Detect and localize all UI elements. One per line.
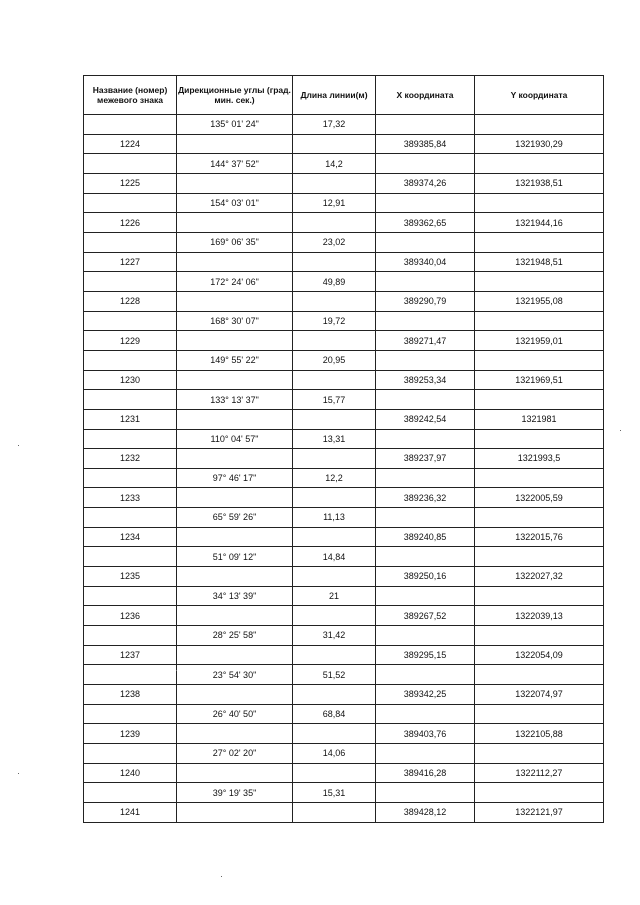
y-coordinate-cell [475, 311, 604, 331]
direction-angle-cell: 133° 13' 37" [177, 390, 293, 410]
y-coordinate-cell: 1322005,59 [475, 488, 604, 508]
scan-speck [18, 773, 19, 774]
x-coordinate-cell: 389385,84 [376, 134, 475, 154]
marker-name-cell: 1224 [84, 134, 177, 154]
direction-angle-cell [177, 370, 293, 390]
marker-name-cell: 1228 [84, 291, 177, 311]
direction-angle-cell: 26° 40' 50" [177, 704, 293, 724]
direction-angle-cell: 28° 25' 58" [177, 626, 293, 646]
y-coordinate-cell [475, 547, 604, 567]
direction-angle-cell: 51° 09' 12" [177, 547, 293, 567]
marker-name-cell: 1233 [84, 488, 177, 508]
table-row [84, 252, 604, 272]
direction-angle-cell: 23° 54' 30" [177, 665, 293, 685]
x-coordinate-cell: 389253,34 [376, 370, 475, 390]
x-coordinate-cell [376, 783, 475, 803]
x-coordinate-cell: 389295,15 [376, 645, 475, 665]
y-coordinate-cell: 1321930,29 [475, 134, 604, 154]
x-coordinate-cell [376, 508, 475, 528]
x-coordinate-cell [376, 586, 475, 606]
line-length-cell [293, 173, 376, 193]
y-coordinate-cell: 1321969,51 [475, 370, 604, 390]
y-coordinate-cell [475, 232, 604, 252]
line-length-cell [293, 606, 376, 626]
table-row [84, 744, 604, 764]
marker-name-cell [84, 508, 177, 528]
x-coordinate-cell [376, 390, 475, 410]
line-length-cell [293, 645, 376, 665]
marker-name-cell [84, 547, 177, 567]
scan-speck [18, 445, 19, 446]
x-coordinate-cell: 389267,52 [376, 606, 475, 626]
x-coordinate-cell [376, 547, 475, 567]
line-length-cell: 11,13 [293, 508, 376, 528]
table-row [84, 370, 604, 390]
line-length-cell: 15,31 [293, 783, 376, 803]
marker-name-cell [84, 626, 177, 646]
line-length-cell [293, 370, 376, 390]
x-coordinate-cell: 389242,54 [376, 409, 475, 429]
direction-angle-cell [177, 291, 293, 311]
direction-angle-cell [177, 606, 293, 626]
y-coordinate-cell: 1321981 [475, 409, 604, 429]
y-coordinate-cell: 1321948,51 [475, 252, 604, 272]
direction-angle-cell: 168° 30' 07" [177, 311, 293, 331]
line-length-cell [293, 567, 376, 587]
table-row [84, 488, 604, 508]
x-coordinate-cell: 389271,47 [376, 331, 475, 351]
direction-angle-cell: 149° 55' 22" [177, 350, 293, 370]
x-coordinate-cell [376, 193, 475, 213]
line-length-cell: 23,02 [293, 232, 376, 252]
line-length-cell: 51,52 [293, 665, 376, 685]
marker-name-cell: 1241 [84, 802, 177, 822]
marker-name-cell: 1236 [84, 606, 177, 626]
x-coordinate-cell: 389362,65 [376, 213, 475, 233]
y-coordinate-cell: 1321944,16 [475, 213, 604, 233]
table-row [84, 547, 604, 567]
direction-angle-cell [177, 409, 293, 429]
x-coordinate-cell [376, 704, 475, 724]
marker-name-cell [84, 783, 177, 803]
line-length-cell [293, 134, 376, 154]
table-row [84, 763, 604, 783]
direction-angle-cell [177, 567, 293, 587]
x-coordinate-cell: 389340,04 [376, 252, 475, 272]
x-coordinate-cell [376, 744, 475, 764]
table-row [84, 606, 604, 626]
marker-name-cell [84, 154, 177, 174]
x-coordinate-cell: 389250,16 [376, 567, 475, 587]
table-row [84, 567, 604, 587]
table-row [84, 291, 604, 311]
direction-angle-cell: 154° 03' 01" [177, 193, 293, 213]
y-coordinate-cell [475, 744, 604, 764]
x-coordinate-cell [376, 232, 475, 252]
direction-angle-cell: 169° 06' 35" [177, 232, 293, 252]
x-coordinate-cell [376, 154, 475, 174]
y-coordinate-cell [475, 783, 604, 803]
table-row [84, 527, 604, 547]
marker-name-cell: 1229 [84, 331, 177, 351]
y-coordinate-cell: 1322039,13 [475, 606, 604, 626]
table-row [84, 468, 604, 488]
marker-name-cell: 1226 [84, 213, 177, 233]
y-coordinate-cell: 1322074,97 [475, 685, 604, 705]
direction-angle-cell [177, 449, 293, 469]
x-coordinate-cell [376, 468, 475, 488]
table-header-row [84, 76, 604, 115]
direction-angle-cell [177, 252, 293, 272]
line-length-cell: 14,06 [293, 744, 376, 764]
y-coordinate-cell: 1322015,76 [475, 527, 604, 547]
header-y: Y координата [475, 76, 604, 115]
x-coordinate-cell [376, 350, 475, 370]
line-length-cell: 12,2 [293, 468, 376, 488]
marker-name-cell [84, 115, 177, 135]
y-coordinate-cell: 1322121,97 [475, 802, 604, 822]
x-coordinate-cell: 389428,12 [376, 802, 475, 822]
y-coordinate-cell: 1321959,01 [475, 331, 604, 351]
table-row [84, 626, 604, 646]
x-coordinate-cell: 389416,28 [376, 763, 475, 783]
y-coordinate-cell: 1322105,88 [475, 724, 604, 744]
marker-name-cell [84, 272, 177, 292]
scan-speck [221, 876, 222, 877]
table-row [84, 802, 604, 822]
table-row [84, 586, 604, 606]
x-coordinate-cell [376, 115, 475, 135]
table-row [84, 193, 604, 213]
marker-name-cell: 1231 [84, 409, 177, 429]
direction-angle-cell: 135° 01' 24" [177, 115, 293, 135]
header-x: X координата [376, 76, 475, 115]
table-row [84, 154, 604, 174]
marker-name-cell [84, 311, 177, 331]
table-row [84, 409, 604, 429]
line-length-cell: 14,84 [293, 547, 376, 567]
marker-name-cell: 1230 [84, 370, 177, 390]
line-length-cell: 13,31 [293, 429, 376, 449]
line-length-cell [293, 488, 376, 508]
marker-name-cell: 1237 [84, 645, 177, 665]
line-length-cell [293, 802, 376, 822]
line-length-cell: 21 [293, 586, 376, 606]
line-length-cell: 14,2 [293, 154, 376, 174]
direction-angle-cell [177, 213, 293, 233]
table-body [84, 115, 604, 823]
x-coordinate-cell [376, 665, 475, 685]
line-length-cell [293, 724, 376, 744]
marker-name-cell [84, 586, 177, 606]
direction-angle-cell [177, 802, 293, 822]
table-row [84, 645, 604, 665]
y-coordinate-cell [475, 272, 604, 292]
marker-name-cell [84, 232, 177, 252]
marker-name-cell: 1239 [84, 724, 177, 744]
marker-name-cell: 1232 [84, 449, 177, 469]
marker-name-cell [84, 350, 177, 370]
table-row [84, 311, 604, 331]
y-coordinate-cell [475, 468, 604, 488]
x-coordinate-cell: 389290,79 [376, 291, 475, 311]
line-length-cell: 20,95 [293, 350, 376, 370]
marker-name-cell: 1227 [84, 252, 177, 272]
marker-name-cell [84, 665, 177, 685]
marker-name-cell [84, 468, 177, 488]
y-coordinate-cell: 1322112,27 [475, 763, 604, 783]
table-row [84, 350, 604, 370]
marker-name-cell: 1225 [84, 173, 177, 193]
direction-angle-cell: 97° 46' 17" [177, 468, 293, 488]
x-coordinate-cell: 389240,85 [376, 527, 475, 547]
header-angles: Дирекционные углы (град. мин. сек.) [177, 76, 293, 115]
table-row [84, 390, 604, 410]
x-coordinate-cell: 389237,97 [376, 449, 475, 469]
direction-angle-cell: 172° 24' 06" [177, 272, 293, 292]
y-coordinate-cell [475, 350, 604, 370]
marker-name-cell [84, 744, 177, 764]
y-coordinate-cell [475, 154, 604, 174]
table-row [84, 508, 604, 528]
y-coordinate-cell [475, 586, 604, 606]
x-coordinate-cell: 389374,26 [376, 173, 475, 193]
marker-name-cell [84, 704, 177, 724]
table-row [84, 213, 604, 233]
header-name: Название (номер) межевого знака [84, 76, 177, 115]
y-coordinate-cell [475, 626, 604, 646]
scan-speck [176, 670, 177, 671]
boundary-coordinates-table [83, 75, 604, 823]
y-coordinate-cell [475, 390, 604, 410]
direction-angle-cell: 110° 04' 57" [177, 429, 293, 449]
direction-angle-cell [177, 134, 293, 154]
x-coordinate-cell: 389236,32 [376, 488, 475, 508]
marker-name-cell [84, 390, 177, 410]
y-coordinate-cell: 1321938,51 [475, 173, 604, 193]
scan-speck [620, 430, 621, 431]
line-length-cell: 49,89 [293, 272, 376, 292]
y-coordinate-cell [475, 193, 604, 213]
line-length-cell [293, 409, 376, 429]
header-length: Длина линии(м) [293, 76, 376, 115]
table-row [84, 115, 604, 135]
direction-angle-cell [177, 685, 293, 705]
y-coordinate-cell: 1321993,5 [475, 449, 604, 469]
table-row [84, 783, 604, 803]
line-length-cell [293, 685, 376, 705]
marker-name-cell: 1240 [84, 763, 177, 783]
line-length-cell: 68,84 [293, 704, 376, 724]
table-row [84, 685, 604, 705]
line-length-cell [293, 449, 376, 469]
table-row [84, 429, 604, 449]
table-row [84, 724, 604, 744]
direction-angle-cell: 39° 19' 35" [177, 783, 293, 803]
line-length-cell [293, 252, 376, 272]
marker-name-cell [84, 193, 177, 213]
y-coordinate-cell [475, 665, 604, 685]
direction-angle-cell [177, 527, 293, 547]
y-coordinate-cell: 1322054,09 [475, 645, 604, 665]
line-length-cell [293, 291, 376, 311]
table-row [84, 173, 604, 193]
line-length-cell: 15,77 [293, 390, 376, 410]
marker-name-cell: 1234 [84, 527, 177, 547]
line-length-cell [293, 213, 376, 233]
table-row [84, 331, 604, 351]
y-coordinate-cell [475, 115, 604, 135]
y-coordinate-cell: 1322027,32 [475, 567, 604, 587]
direction-angle-cell [177, 331, 293, 351]
line-length-cell: 31,42 [293, 626, 376, 646]
table-row [84, 134, 604, 154]
marker-name-cell: 1238 [84, 685, 177, 705]
table-row [84, 704, 604, 724]
direction-angle-cell: 34° 13' 39" [177, 586, 293, 606]
direction-angle-cell: 65° 59' 26" [177, 508, 293, 528]
table-row [84, 665, 604, 685]
line-length-cell [293, 331, 376, 351]
x-coordinate-cell [376, 311, 475, 331]
table-row [84, 272, 604, 292]
x-coordinate-cell [376, 272, 475, 292]
y-coordinate-cell: 1321955,08 [475, 291, 604, 311]
line-length-cell [293, 527, 376, 547]
y-coordinate-cell [475, 429, 604, 449]
table-row [84, 232, 604, 252]
direction-angle-cell [177, 173, 293, 193]
y-coordinate-cell [475, 704, 604, 724]
direction-angle-cell: 27° 02' 20" [177, 744, 293, 764]
line-length-cell: 12,91 [293, 193, 376, 213]
x-coordinate-cell [376, 626, 475, 646]
direction-angle-cell: 144° 37' 52" [177, 154, 293, 174]
direction-angle-cell [177, 763, 293, 783]
direction-angle-cell [177, 724, 293, 744]
line-length-cell [293, 763, 376, 783]
marker-name-cell: 1235 [84, 567, 177, 587]
direction-angle-cell [177, 488, 293, 508]
table-row [84, 449, 604, 469]
x-coordinate-cell: 389403,76 [376, 724, 475, 744]
line-length-cell: 19,72 [293, 311, 376, 331]
direction-angle-cell [177, 645, 293, 665]
x-coordinate-cell [376, 429, 475, 449]
line-length-cell: 17,32 [293, 115, 376, 135]
y-coordinate-cell [475, 508, 604, 528]
x-coordinate-cell: 389342,25 [376, 685, 475, 705]
marker-name-cell [84, 429, 177, 449]
